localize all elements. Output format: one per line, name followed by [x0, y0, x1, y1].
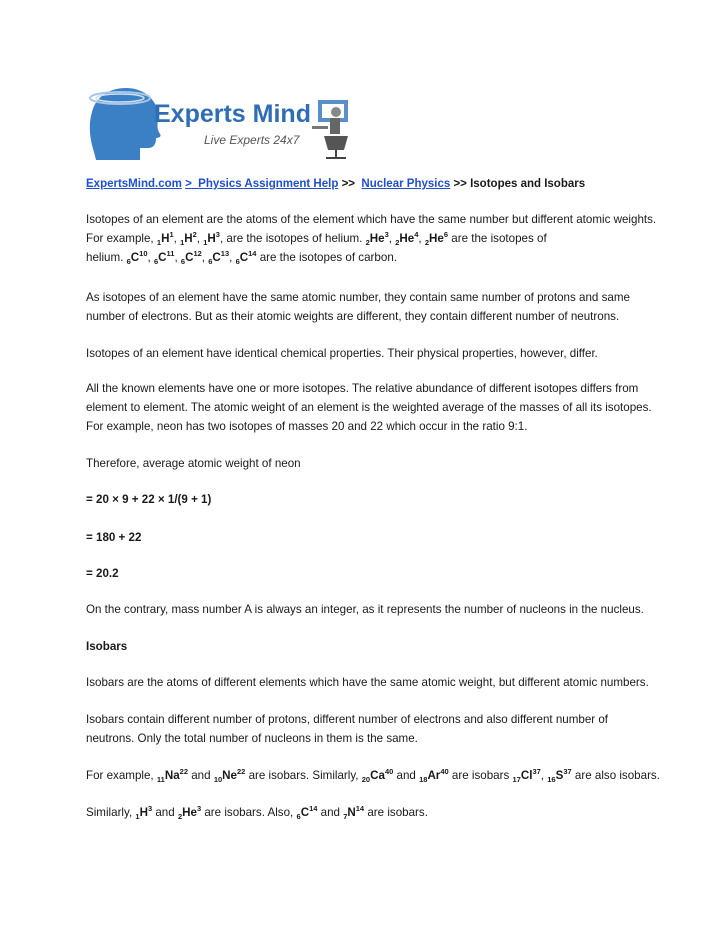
breadcrumb-current: Isotopes and Isobars [470, 178, 586, 190]
equation-line-2: = 180 + 22 [86, 531, 142, 544]
nuclide: $_{18}Ar^{40}$ [419, 767, 449, 784]
paragraph-relative-abundance [86, 379, 701, 436]
paragraph-therefore [86, 454, 701, 473]
nuclide: $_2He^6$ [424, 230, 449, 247]
paragraph-more-isobars [86, 803, 701, 822]
text-line: Isotopes of an element have identical chemical properties. Their physical properties, however, differ. [86, 347, 598, 360]
text-fragment: are the isotopes of [451, 232, 547, 245]
brand-tagline: Live Experts 24x7 [204, 133, 300, 147]
text-fragment: For example, [86, 769, 154, 782]
heading-isobars: Isobars [86, 640, 128, 653]
nuclide: $_1H^2$ [180, 230, 197, 247]
nuclide: $_6C^{12}$ [180, 249, 202, 266]
text-fragment: helium. [86, 251, 124, 264]
nuclide: $_{20}Ca^{40}$ [361, 767, 394, 784]
text-fragment: are isobars. Also, [204, 806, 294, 819]
paragraph-mass-number [86, 600, 701, 619]
breadcrumb-physics-link[interactable] [185, 178, 338, 190]
paragraph-isobar-examples [86, 766, 701, 785]
paragraph-isotopes-definition [86, 210, 701, 267]
paragraph-chemical-properties [86, 344, 701, 363]
nuclide: $_6C^{13}$ [208, 249, 230, 266]
text-fragment: and [320, 806, 340, 819]
breadcrumb [86, 178, 585, 190]
equation-line-1: = 20 × 9 + 22 × 1/(9 + 1) [86, 493, 212, 506]
nuclide: $_6C^{14}$ [235, 249, 257, 266]
paragraph-isobars-definition [86, 673, 701, 692]
equation-line-3: = 20.2 [86, 567, 119, 580]
text-line: All the known elements have one or more isotopes. The relative abundance of different isotopes differs from [86, 382, 639, 395]
paragraph-same-atomic-number [86, 288, 701, 326]
text-line: Isobars contain different number of protons, different number of electrons and also different number of [86, 713, 609, 726]
text-line: Isotopes of an element are the atoms of the element which have the same number but different atomic weights. [86, 213, 657, 226]
experts-mind-logo[interactable] [86, 80, 358, 160]
nuclide: $_{17}Cl^{37}$ [512, 767, 541, 784]
text-fragment: are the isotopes of carbon. [259, 251, 397, 264]
text-line: number of electrons. But as their atomic weights are different, they contain different number of neutrons. [86, 310, 620, 323]
text-line: helium. $_6C^{10}$, $_6C^{11}$, $_6C^{12}$, $_6C^{13}$, $_6C^{14}$ are the isotopes of carbon. [86, 249, 397, 266]
paragraph-isobars-nucleons [86, 710, 701, 748]
nuclide: $_7N^{14}$ [343, 804, 365, 821]
breadcrumb-sep-3: >> [453, 178, 467, 190]
text-fragment: are isobars. [367, 806, 428, 819]
text-line: For example, $_1H^1$, $_1H^2$, $_1H^3$, are the isotopes of helium. $_2He^3$, $_2He^4$, $_2He^6$ are the isotopes of [86, 230, 547, 247]
brand-name: Experts Mind [154, 100, 311, 128]
nuclide: $_1H^1$ [156, 230, 174, 247]
text-fragment: and [155, 806, 175, 819]
breadcrumb-physics-label: Physics Assignment Help [198, 178, 339, 190]
nuclide: $_2He^3$ [365, 230, 389, 247]
text-line: neutrons. Only the total number of nucleons in them is the same. [86, 732, 418, 745]
person-at-computer-icon [312, 100, 348, 158]
nuclide: $_2He^3$ [177, 804, 202, 821]
nuclide: $_6C^{10}$ [126, 249, 148, 266]
text-line: As isotopes of an element have the same atomic number, they contain same number of protons and same [86, 291, 630, 304]
nuclide: $_6C^{11}$ [153, 249, 175, 266]
breadcrumb-nuclear-link[interactable]: Nuclear Physics [361, 178, 451, 190]
text-fragment: and [191, 769, 211, 782]
nuclide: $_{16}S^{37}$ [547, 767, 572, 784]
text-fragment: are isobars. Similarly, [248, 769, 359, 782]
breadcrumb-sep-2: >> [341, 178, 355, 190]
breadcrumb-home-link[interactable]: ExpertsMind.com [86, 178, 182, 190]
text-fragment: are isobars [451, 769, 510, 782]
text-line: Therefore, average atomic weight of neon [86, 457, 301, 470]
text-line: Isobars are the atoms of different elements which have the same atomic weight, but different atomic numbers. [86, 676, 649, 689]
nuclide: $_1H^3$ [203, 230, 220, 247]
text-fragment: and [396, 769, 416, 782]
text-fragment: are also isobars. [574, 769, 660, 782]
text-line [86, 803, 701, 822]
nuclide: $_1H^3$ [135, 804, 153, 821]
breadcrumb-sep-1: > [185, 178, 192, 190]
nuclide: $_6C^{14}$ [296, 804, 318, 821]
text-line: element to element. The atomic weight of an element is the weighted average of the masses of all its isotopes. [86, 401, 652, 414]
text-fragment: are the isotopes of helium. [226, 232, 363, 245]
text-fragment: For example, [86, 232, 154, 245]
nuclide: $_2He^4$ [395, 230, 419, 247]
text-line: For example, neon has two isotopes of masses 20 and 22 which occur in the ratio 9:1. [86, 420, 528, 433]
text-line: On the contrary, mass number A is always an integer, as it represents the number of nucleons in the nucleus. [86, 603, 644, 616]
text-fragment: Similarly, [86, 806, 133, 819]
nuclide: $_{11}Na^{22}$ [156, 767, 188, 784]
nuclide: $_{10}Ne^{22}$ [213, 767, 246, 784]
text-line: For example, $_{11}Na^{22}$ and $_{10}Ne^{22}$ are isobars. Similarly, $_{20}Ca^{40}$ and $_{18}Ar^{40}$ are isobars $_{17}Cl^{37}$, $_{16}S^{37}$ are also isobars. [86, 767, 660, 784]
